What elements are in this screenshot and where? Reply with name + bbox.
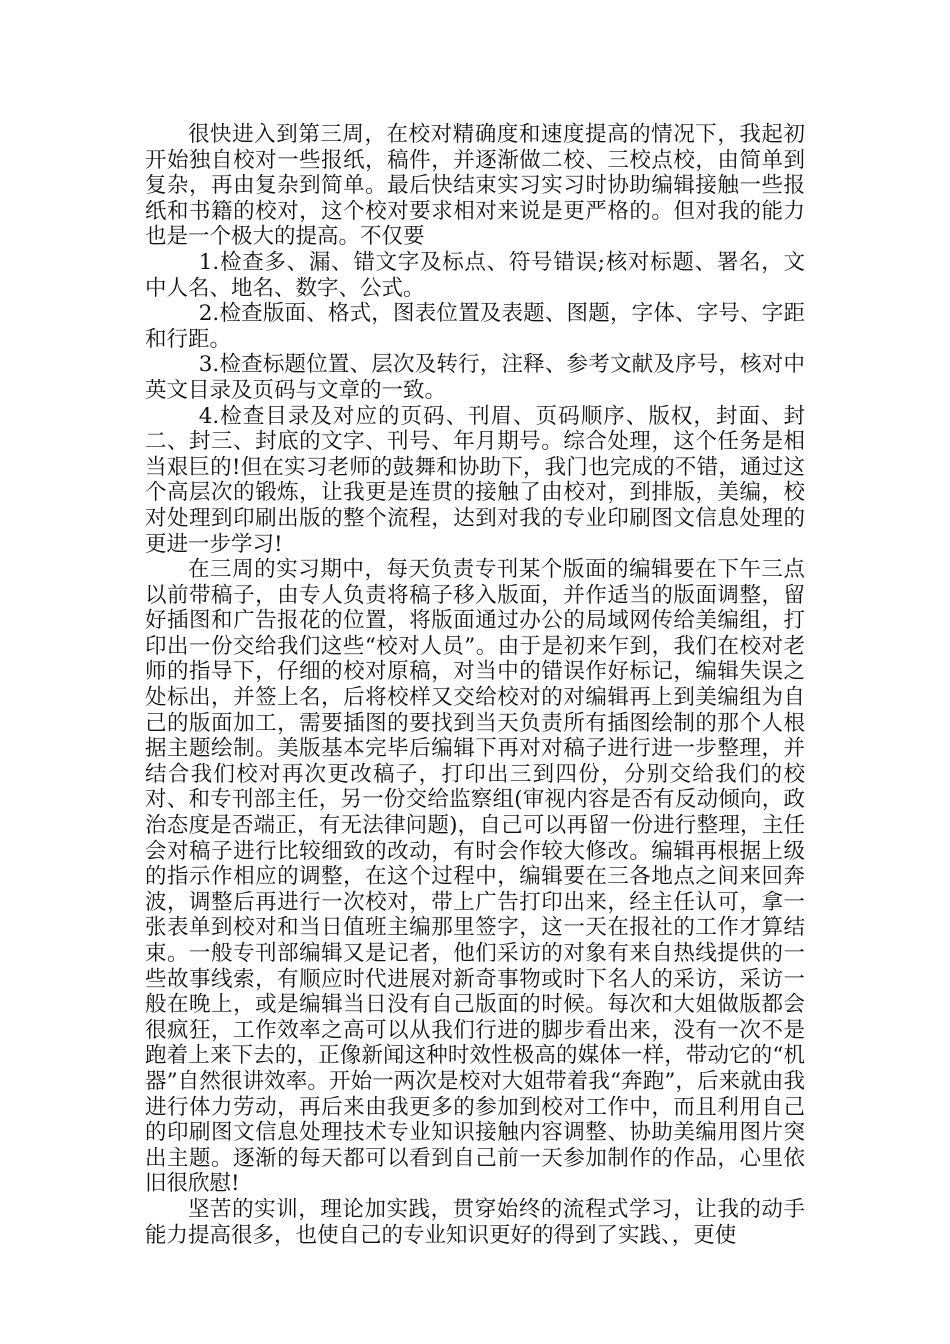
closing-paragraph: 坚苦的实训，理论加实践，贯穿始终的流程式学习，让我的动手能力提高很多，也使自己的专业知识更好的得到了实践、，更使 [145,1196,805,1248]
document-body [145,122,805,1248]
checklist-item-4: 4.检查目录及对应的页码、刊眉、页码顺序、版权，封面、封二、封三、封底的文字、刊号、年月期号。综合处理，这个任务是相当艰巨的!但在实习老师的鼓舞和协助下，我门也完成的不错，通过这个高层次的锻炼，让我更是连贯的接触了由校对，到排版，美编，校对处理到印刷出版的整个流程，达到对我的专业印刷图文信息处理的更进一步学习! [145,403,805,557]
checklist-item-2: 2.检查版面、格式，图表位置及表题、图题，字体、字号、字距和行距。 [145,301,805,352]
workflow-paragraph: 在三周的实习期中，每天负责专刊某个版面的编辑要在下午三点以前带稿子，由专人负责将稿子移入版面，并作适当的版面调整，留好插图和广告报花的位置，将版面通过办公的局域网传给美编组，打印出一份交给我们这些“校对人员”。由于是初来乍到，我们在校对老师的指导下，仔细的校对原稿，对当中的错误作好标记，编辑失误之处标出，并签上名，后将校样又交给校对的对编辑再上到美编组为自己的版面加工，需要插图的要找到当天负责所有插图绘制的那个人根据主题绘制。美版基本完毕后编辑下再对对稿子进行进一步整理，并结合我们校对再次更改稿子，打印出三到四份，分别交给我们的校对、和专刊部主任，另一份交给监察组(审视内容是否有反动倾向，政治态度是否端正，有无法律问题)，自己可以再留一份进行整理，主任会对稿子进行比较细致的改动，有时会作较大修改。编辑再根据上级的指示作相应的调整，在这个过程中，编辑要在三各地点之间来回奔波，调整后再进行一次校对，带上广告打印出来，经主任认可，拿一张表单到校对和当日值班主编那里签字，这一天在报社的工作才算结束。一般专刊部编辑又是记者，他们采访的对象有来自热线提供的一些故事线索，有顺应时代进展对新奇事物或时下名人的采访，采访一般在晚上，或是编辑当日没有自己版面的时候。每次和大姐做版都会很疯狂，工作效率之高可以从我们行进的脚步看出来，没有一次不是跑着上来下去的，正像新闻这种时效性极高的媒体一样，带动它的“机器”自然很讲效率。开始一两次是校对大姐带着我“奔跑”，后来就由我进行体力劳动，再后来由我更多的参加到校对工作中，而且利用自己的印刷图文信息处理技术专业知识接触内容调整、协助美编用图片突出主题。逐渐的每天都可以看到自己前一天参加制作的作品，心里依旧很欣慰! [145,557,805,1197]
checklist-item-1: 1.检查多、漏、错文字及标点、符号错误;核对标题、署名，文中人名、地名、数字、公式。 [145,249,805,301]
intro-paragraph: 很快进入到第三周，在校对精确度和速度提高的情况下，我起初开始独自校对一些报纸，稿件，并逐渐做二校、三校点校，由简单到复杂，再由复杂到简单。最后快结束实习实习时协助编辑接触一些报纸和书籍的校对，这个校对要求相对来说是更严格的。但对我的能力也是一个极大的提高。不仅要 [145,122,805,250]
checklist-item-3: 3.检查标题位置、层次及转行，注释、参考文献及序号，核对中英文目录及页码与文章的一致。 [145,352,805,403]
